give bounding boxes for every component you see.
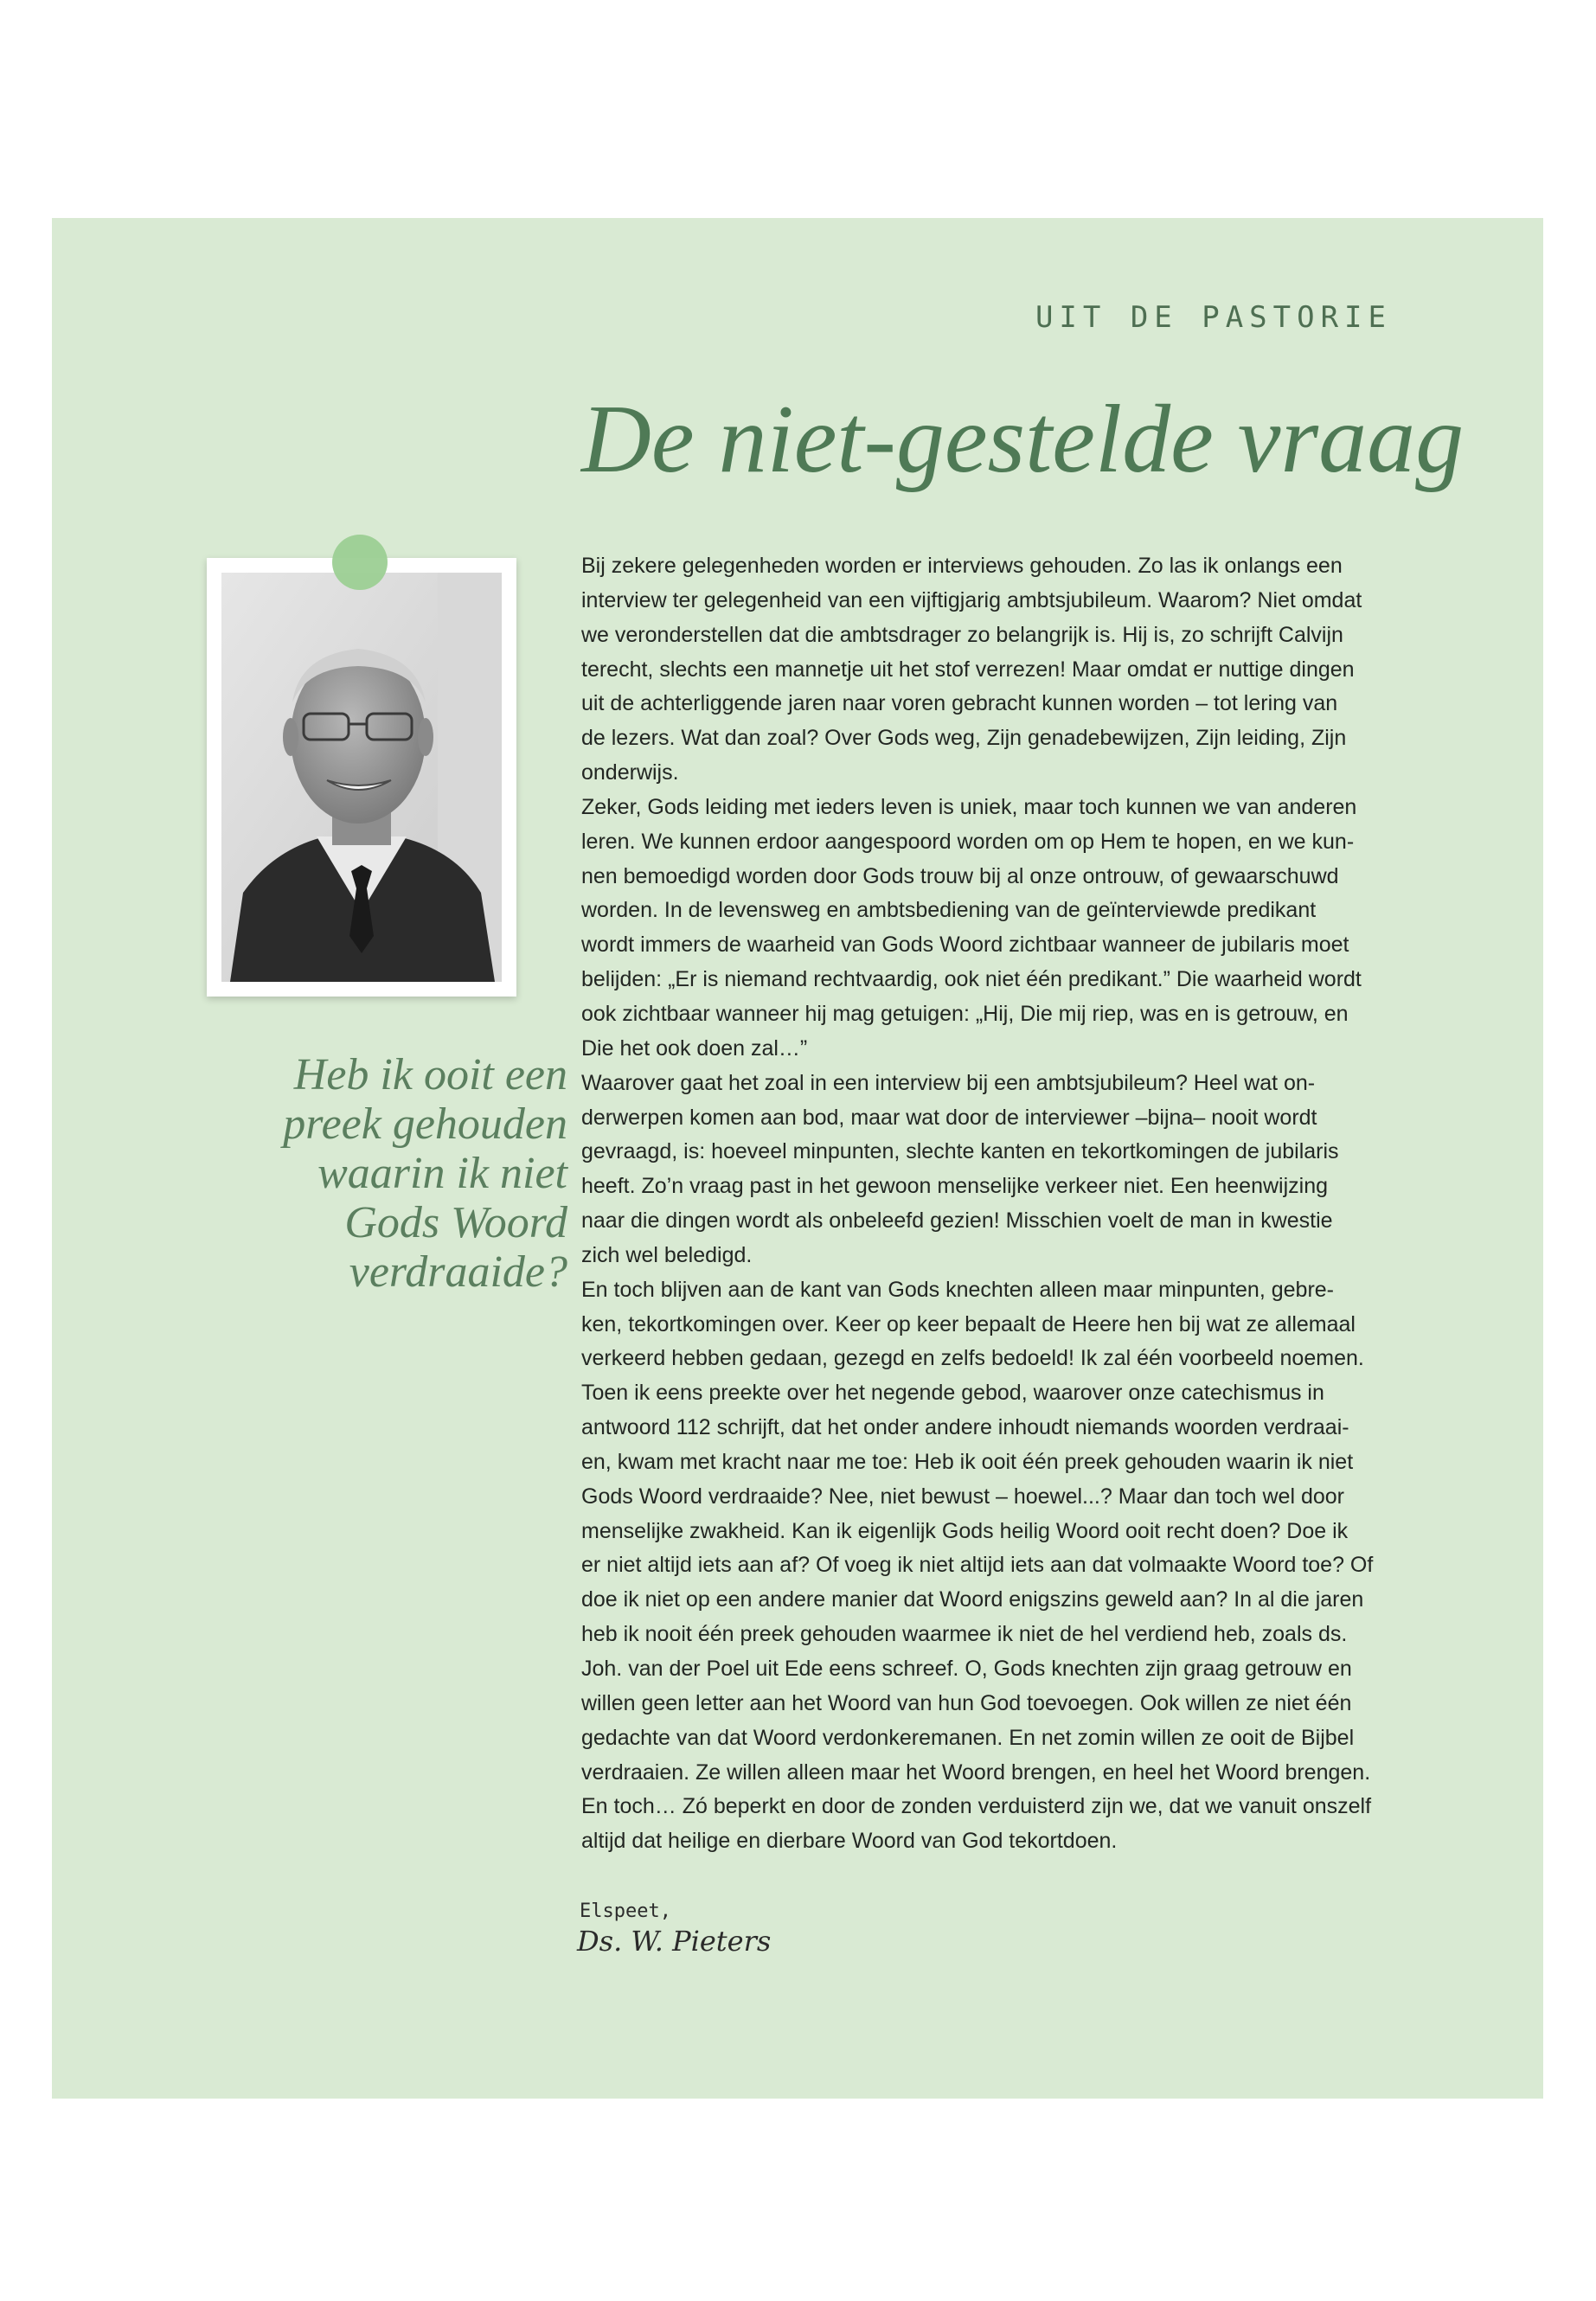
body-line: Gods Woord verdraaide? Nee, niet bewust – hoewel...? Maar dan toch wel door [581,1484,1344,1509]
body-line: wordt immers de waarheid van Gods Woord zichtbaar wanneer de jubilaris moet [581,933,1349,958]
body-line: heeft. Zo’n vraag past in het gewoon menselijke verkeer niet. Een heenwijzing [581,1174,1329,1199]
pull-quote-line: waarin ik niet [317,1149,567,1198]
author-photo [207,558,516,997]
photo-pin [332,535,388,590]
article-title: De niet-gestelde vraag [581,386,1465,493]
body-line: En toch… Zó beperkt en door de zonden verduisterd zijn we, dat we vanuit onszelf [581,1794,1372,1819]
body-line: we veronderstellen dat die ambtsdrager zo belangrijk is. Hij is, zo schrijft Calvijn [581,622,1343,647]
body-line: Waarover gaat het zoal in een interview bij een ambtsjubileum? Heel wat on- [581,1070,1316,1095]
body-line: en, kwam met kracht naar me toe: Heb ik ooit één preek gehouden waarin ik niet [581,1449,1354,1474]
body-line: doe ik niet op een andere manier dat Woord enigszins geweld aan? In al die jaren [581,1587,1364,1612]
body-line: worden. In de levensweg en ambtsbediening van de geïnterviewde predikant [581,898,1317,923]
body-line: willen geen letter aan het Woord van hun God toevoegen. Ook willen ze niet één [581,1690,1352,1715]
body-line: nen bemoedigd worden door Gods trouw bij al onze ontrouw, of gewaarschuwd [581,863,1339,888]
body-line: ook zichtbaar wanneer hij mag getuigen: „Hij, Die mij riep, was en is getrouw, en [581,1001,1349,1026]
body-line: heb ik nooit één preek gehouden waarmee ik niet de hel verdiend heb, zoals ds. [581,1622,1348,1647]
body-line: Toen ik eens preekte over het negende gebod, waarover onze catechismus in [581,1381,1324,1406]
body-line: er niet altijd iets aan af? Of voeg ik niet altijd iets aan dat volmaakte Woord toe? Of [581,1553,1374,1578]
article-panel [52,218,1543,2099]
pull-quote [182,1050,567,1297]
pull-quote-line: verdraaide? [349,1247,567,1297]
body-line: terecht, slechts een mannetje uit het stof verrezen! Maar omdat er nuttige dingen [581,657,1355,682]
body-line: interview ter gelegenheid van een vijftigjarig ambtsjubileum. Waarom? Niet omdat [581,587,1362,612]
pull-quote-line: preek gehouden [283,1099,567,1149]
body-line: verdraaien. Ze willen alleen maar het Woord brengen, en heel het Woord brengen. [581,1759,1371,1785]
body-line: naar die dingen wordt als onbeleefd gezien! Misschien voelt de man in kwestie [581,1208,1333,1234]
body-line: belijden: „Er is niemand rechtvaardig, ook niet één predikant.” Die waarheid wordt [581,967,1362,992]
body-line: En toch blijven aan de kant van Gods knechten alleen maar minpunten, gebre- [581,1277,1334,1302]
body-line: ken, tekortkomingen over. Keer op keer bepaalt de Heere hen bij wat ze allemaal [581,1311,1356,1336]
body-line: verkeerd hebben gedaan, gezegd en zelfs bedoeld! Ik zal één voorbeeld noemen. [581,1346,1364,1371]
body-line: zich wel beledigd. [581,1242,753,1267]
body-line: antwoord 112 schrijft, dat het onder andere inhoudt niemands woorden verdraai- [581,1415,1349,1440]
body-line: uit de achterliggende jaren naar voren gebracht kunnen worden – tot lering van [581,691,1338,716]
body-line: menselijke zwakheid. Kan ik eigenlijk Gods heilig Woord ooit recht doen? Doe ik [581,1518,1349,1543]
article-body [581,549,1455,1859]
section-label: UIT DE PASTORIE [1035,300,1392,335]
pull-quote-line: Gods Woord [344,1198,567,1247]
body-line: onderwijs. [581,760,679,785]
body-line: gevraagd, is: hoeveel minpunten, slechte kanten en tekortkomingen de jubilaris [581,1139,1339,1164]
pull-quote-line: Heb ik ooit een [293,1050,567,1099]
body-line: derwerpen komen aan bod, maar wat door de interviewer –bijna– nooit wordt [581,1105,1317,1130]
signature-name: Ds. W. Pieters [577,1925,772,1958]
body-line: de lezers. Wat dan zoal? Over Gods weg, Zijn genadebewijzen, Zijn leiding, Zijn [581,726,1347,751]
body-line: gedachte van dat Woord verdonkeremanen. En net zomin willen ze ooit de Bijbel [581,1725,1355,1750]
body-line: Die het ook doen zal…” [581,1035,808,1061]
portrait-image [221,573,502,982]
signature-place: Elspeet, [580,1900,671,1922]
body-line: leren. We kunnen erdoor aangespoord worden om op Hem te hopen, en we kun- [581,829,1355,854]
body-line: Joh. van der Poel uit Ede eens schreef. O, Gods knechten zijn graag getrouw en [581,1657,1352,1681]
body-line: altijd dat heilige en dierbare Woord van God tekortdoen. [581,1829,1118,1854]
body-line: Bij zekere gelegenheden worden er interviews gehouden. Zo las ik onlangs een [581,554,1343,578]
body-line: Zeker, Gods leiding met ieders leven is uniek, maar toch kunnen we van anderen [581,794,1357,819]
